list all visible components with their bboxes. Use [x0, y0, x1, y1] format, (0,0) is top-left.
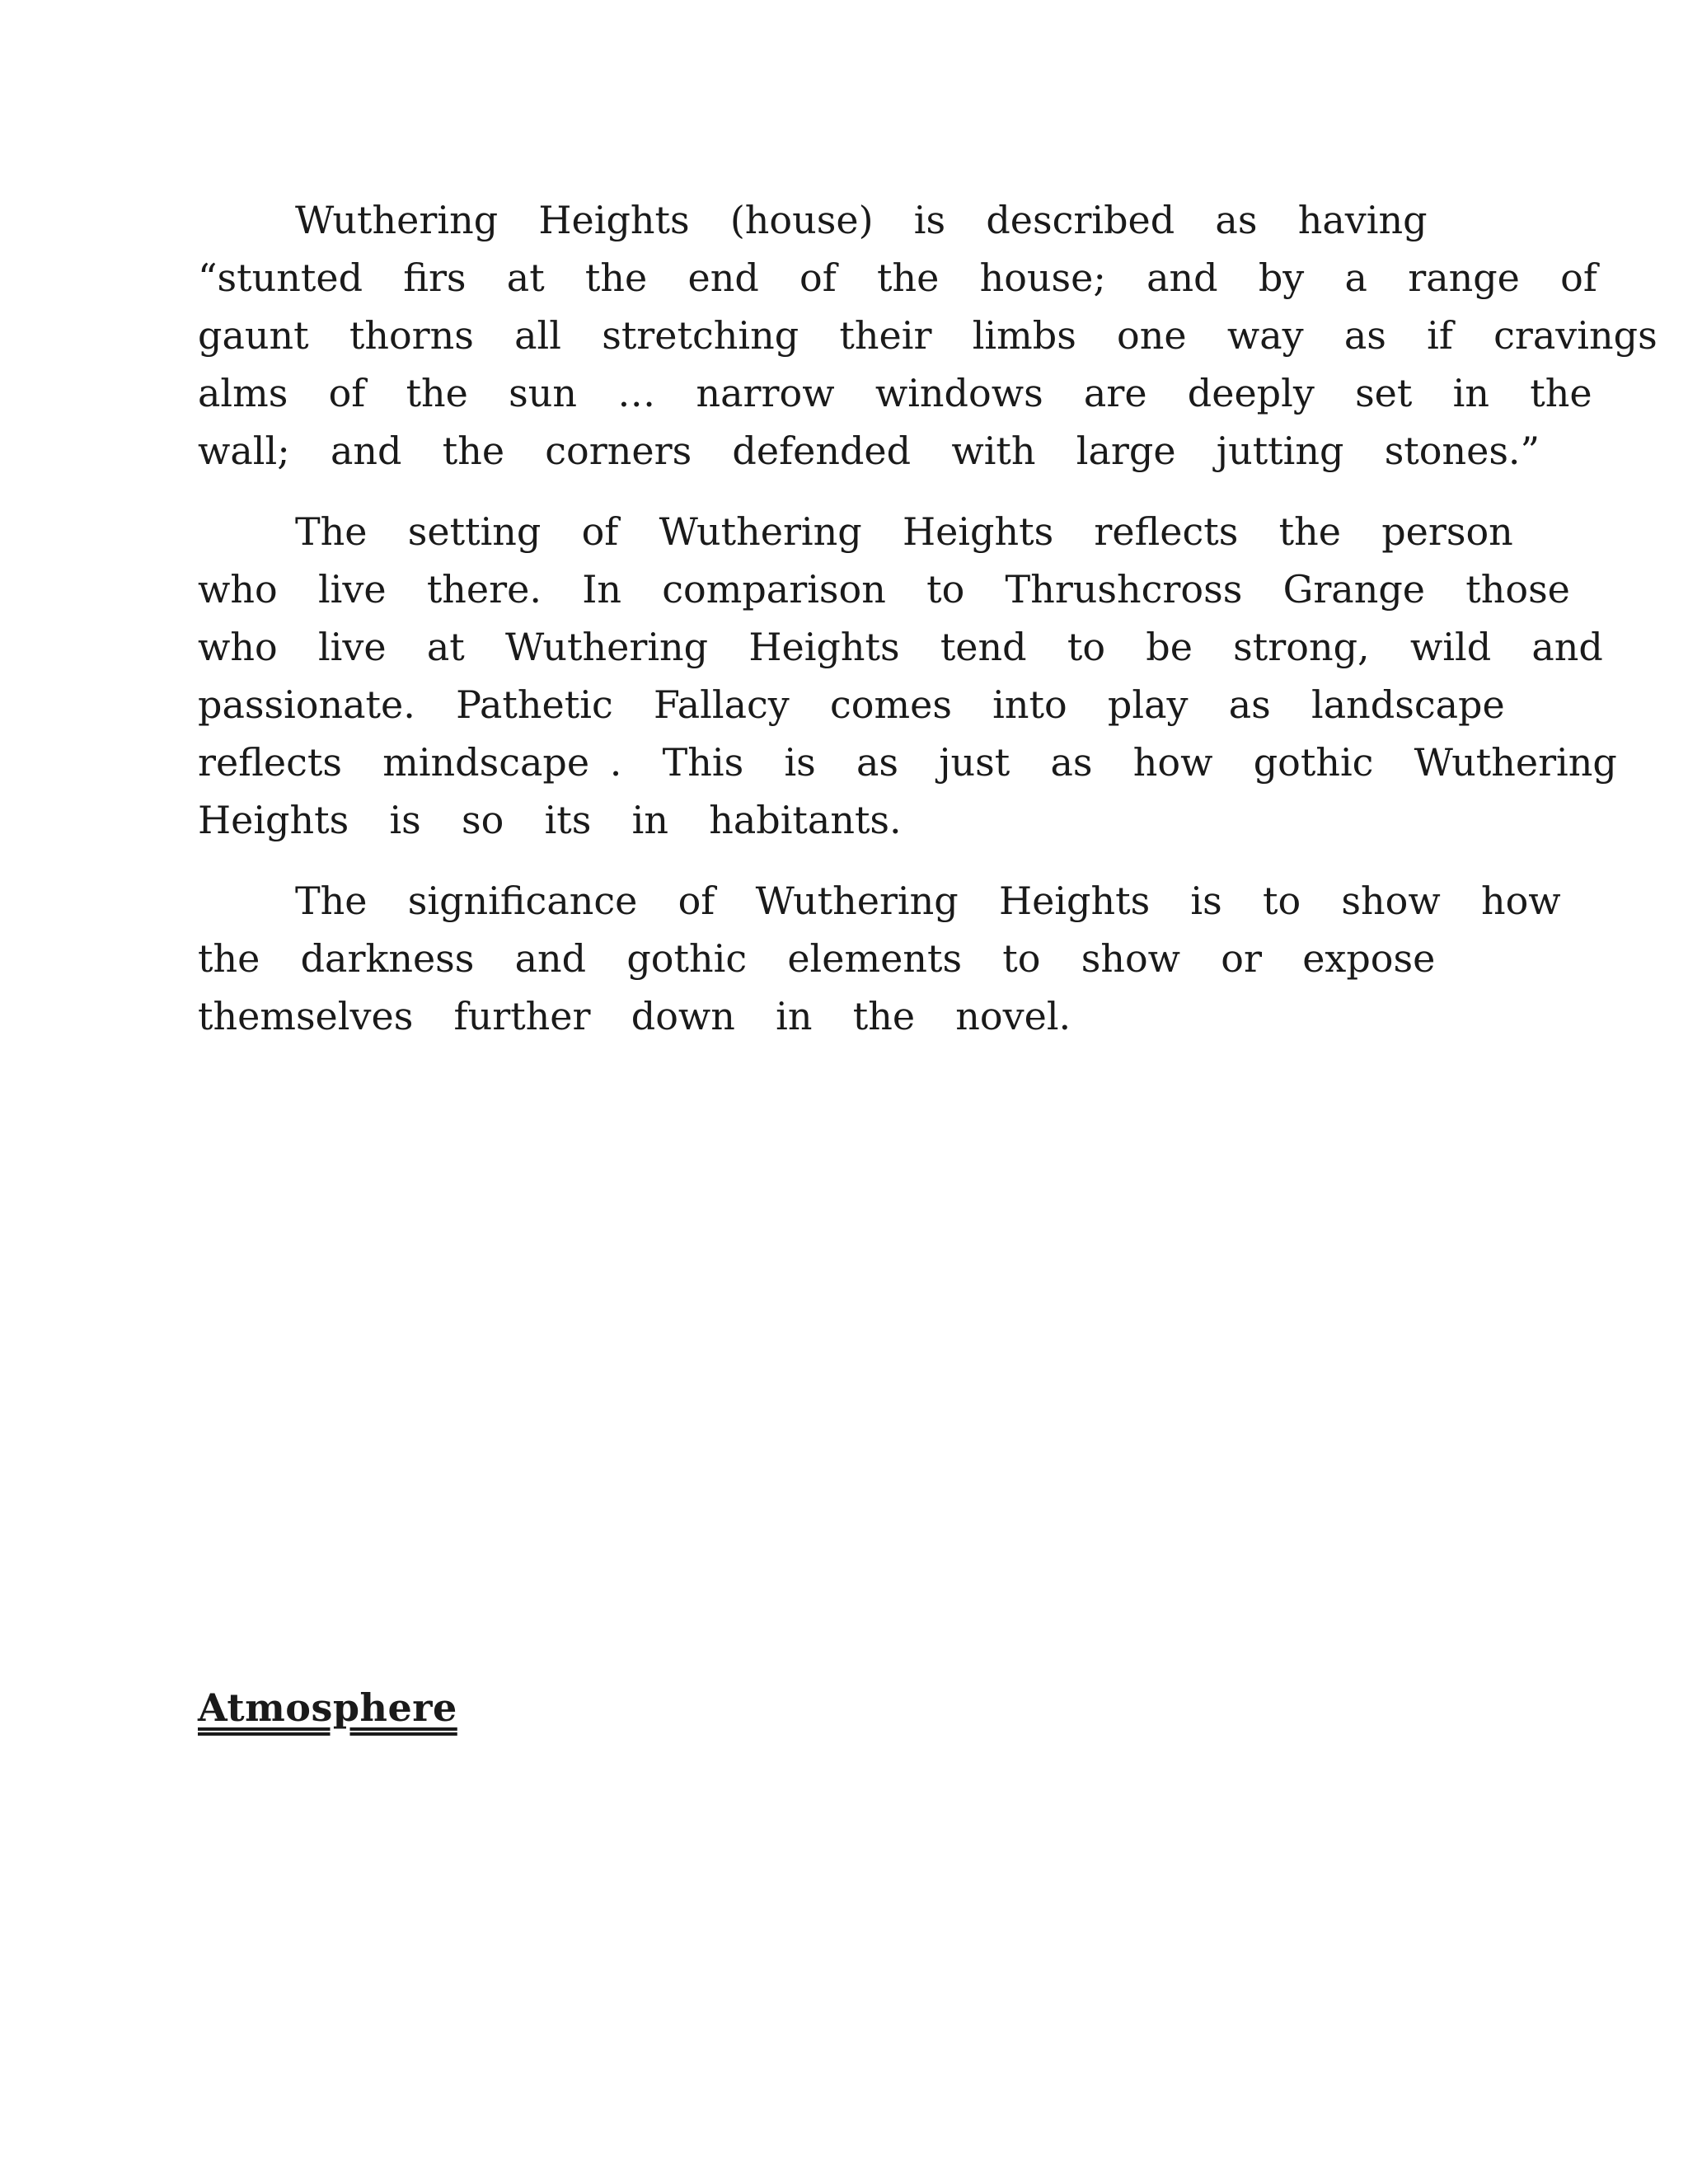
- text-line: wall; and the corners defended with large jutting stones.”: [198, 429, 1540, 473]
- text-line: The setting of Wuthering Heights reflects the person: [295, 509, 1513, 554]
- section-heading-atmosphere: Atmosphere: [198, 1685, 457, 1730]
- text-line: themselves further down in the novel.: [198, 994, 1071, 1038]
- text-line: Heights is so its in habitants.: [198, 798, 902, 842]
- text-line: passionate. Pathetic Fallacy comes into play as landscape: [198, 682, 1505, 727]
- text-line: the darkness and gothic elements to show or expose: [198, 936, 1436, 981]
- text-line: “stunted firs at the end of the house; and by a range of: [198, 255, 1597, 300]
- text-line: gaunt thorns all stretching their limbs one way as if cravings: [198, 313, 1658, 358]
- paragraph-setting: [198, 503, 1617, 849]
- text-line: reflects mindscape . This is as just as how gothic Wuthering: [198, 740, 1617, 785]
- body-text: [198, 191, 1658, 1068]
- paragraph-significance: [198, 872, 1561, 1045]
- text-line: The significance of Wuthering Heights is to show how: [295, 879, 1561, 923]
- text-line: who live there. In comparison to Thrushcross Grange those: [198, 567, 1570, 612]
- text-line: alms of the sun … narrow windows are deeply set in the: [198, 371, 1592, 415]
- paragraph-house-description: [198, 191, 1658, 480]
- text-line: who live at Wuthering Heights tend to be strong, wild and: [198, 625, 1603, 669]
- text-line: Wuthering Heights (house) is described as having: [295, 198, 1428, 242]
